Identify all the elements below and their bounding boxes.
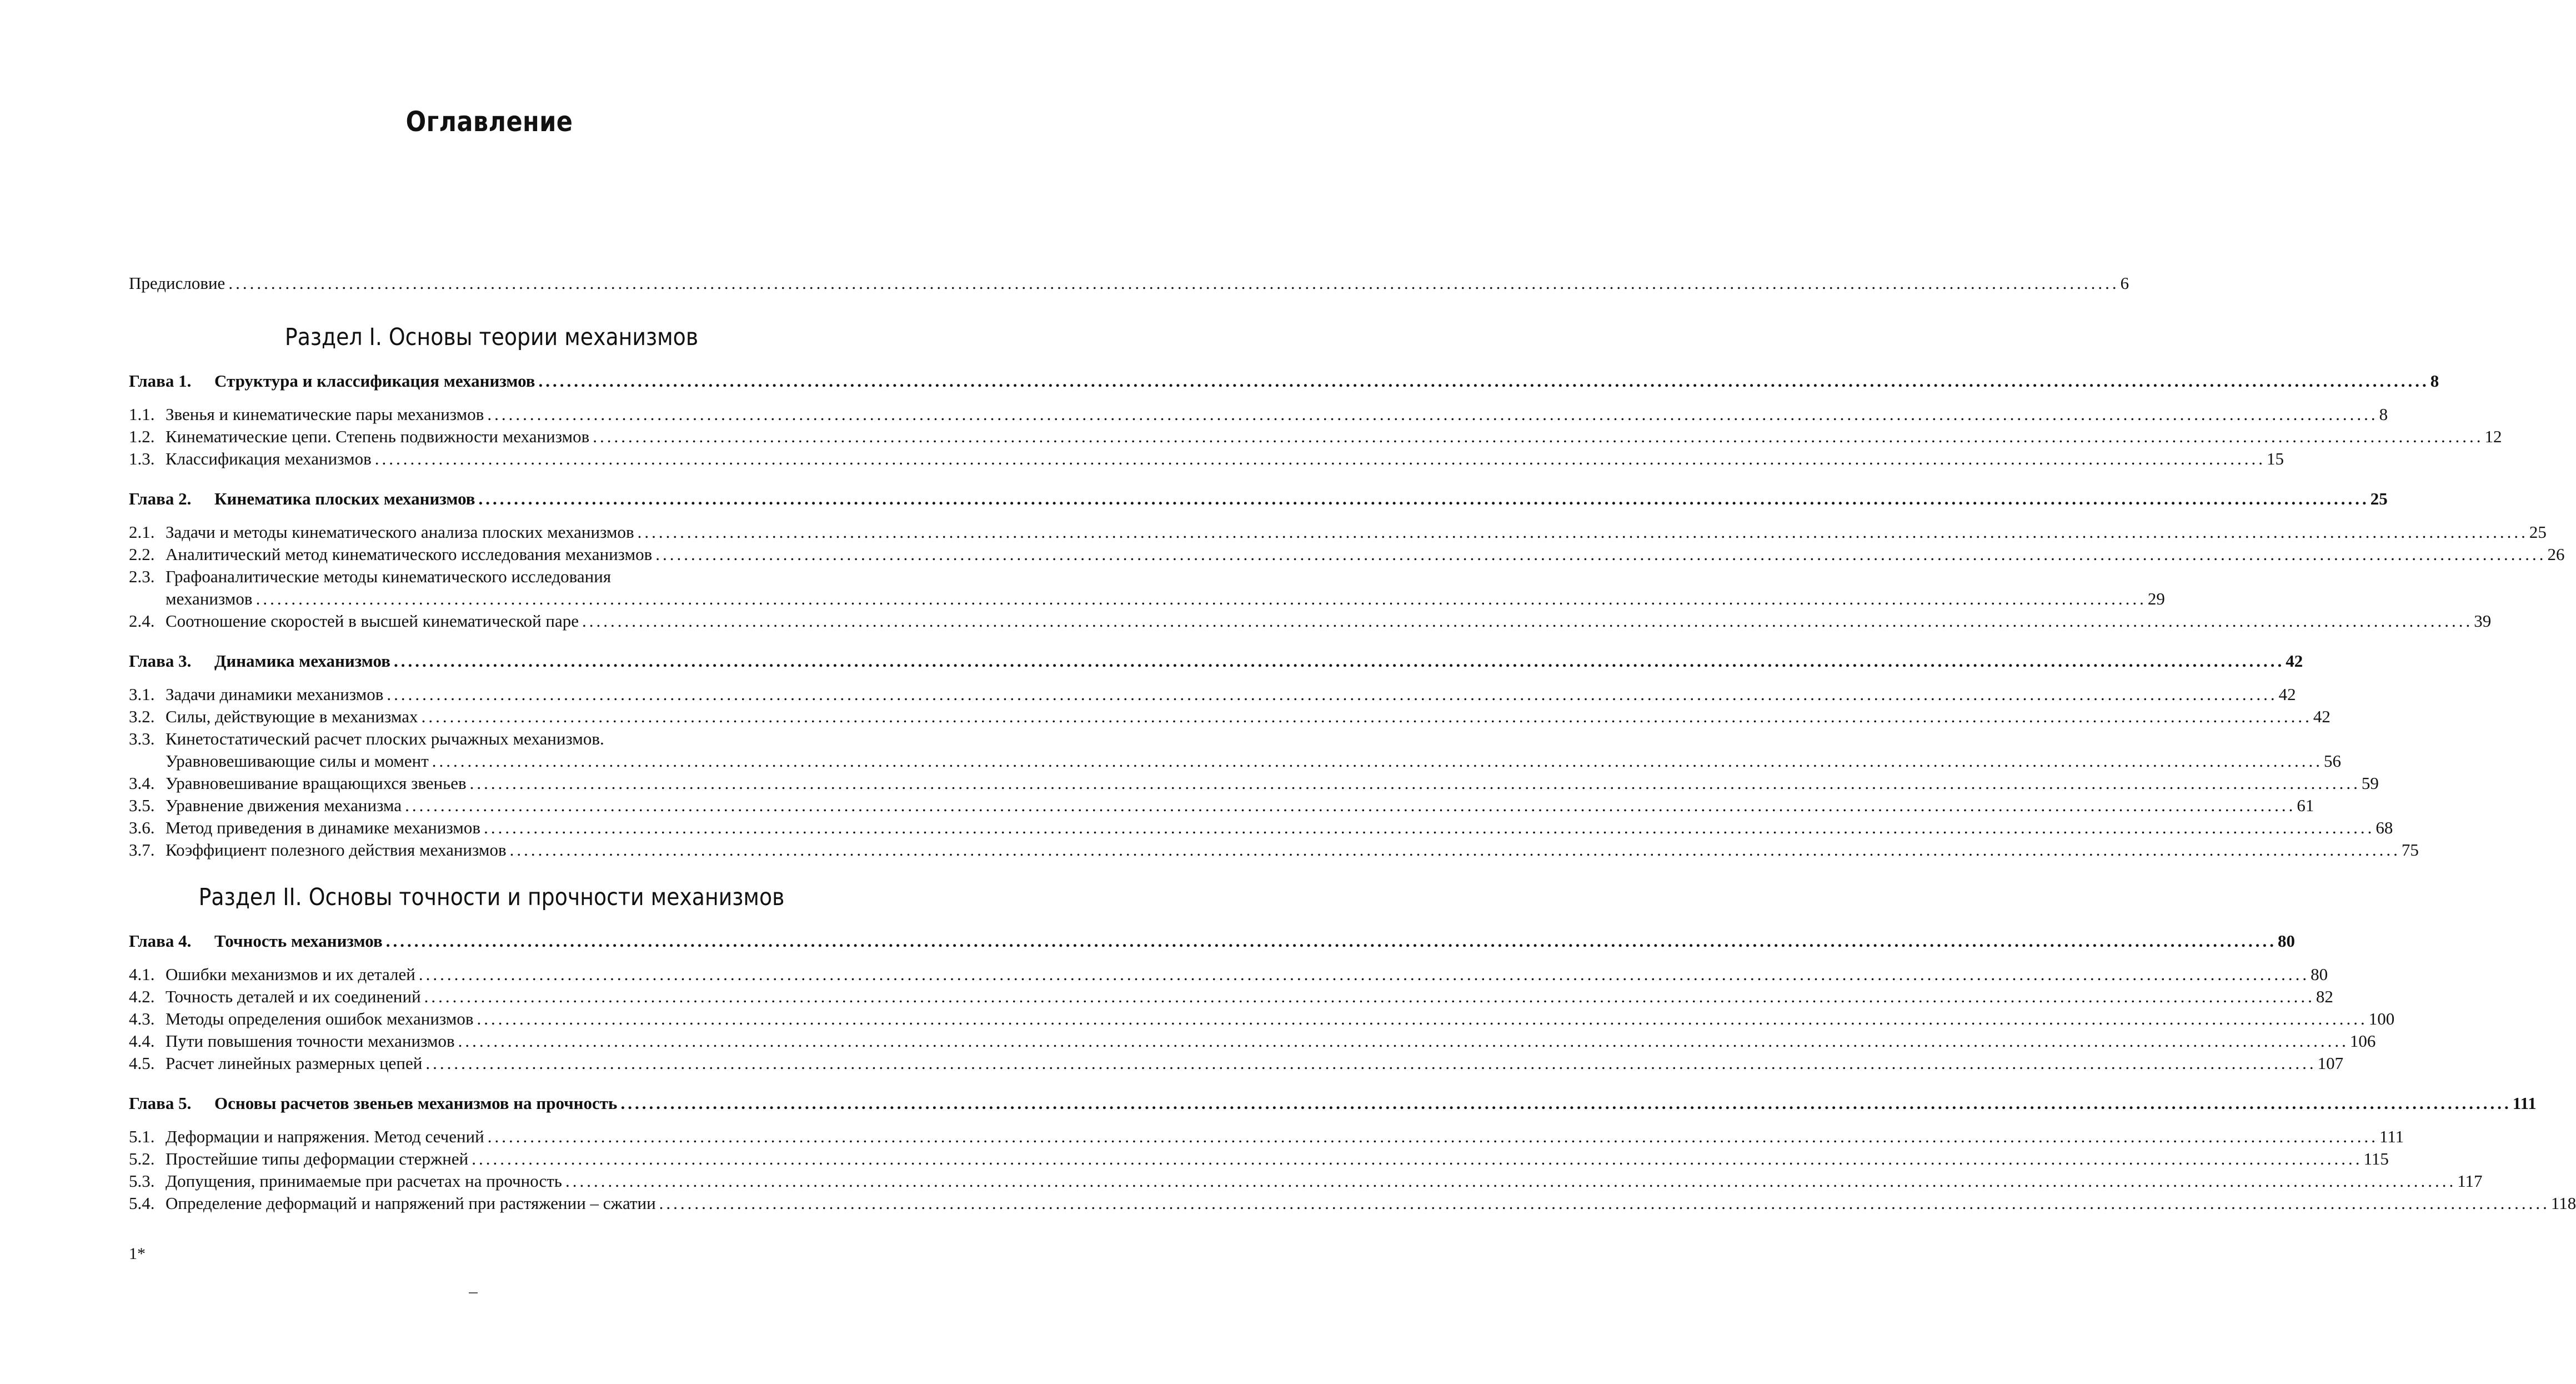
toc-section <box>129 986 2333 1008</box>
section-number: 3.3. <box>129 729 155 748</box>
dot-leader <box>659 1192 2550 1215</box>
toc-section <box>129 817 2393 839</box>
dot-leader <box>593 426 2483 448</box>
dot-leader <box>419 963 2309 986</box>
print-mark <box>469 1292 478 1293</box>
section-number: 4.3. <box>129 1009 155 1028</box>
chapter-number: Глава 2. <box>129 489 192 508</box>
dot-leader <box>477 1008 2368 1030</box>
page-number: 111 <box>2512 1093 2537 1113</box>
page-number: 42 <box>2278 684 2296 704</box>
section-title-continued: Уравновешивающие силы и момент <box>166 751 429 771</box>
section-title: Уравновешивание вращающихся звеньев <box>166 773 467 793</box>
toc-chapter <box>129 370 2439 392</box>
section-title: Кинетостатический расчет плоских рычажных механизмов. <box>166 729 604 748</box>
section-title: Простейшие типы деформации стержней <box>166 1149 469 1168</box>
toc-section <box>129 566 854 588</box>
toc-chapter <box>129 650 2303 672</box>
section-title: Силы, действующие в механизмах <box>166 707 418 726</box>
section-title: Методы определения ошибок механизмов <box>166 1009 474 1028</box>
section-title: Расчет линейных размерных цепей <box>166 1053 423 1073</box>
dot-leader <box>387 683 2277 706</box>
section-number: 5.3. <box>129 1171 155 1191</box>
page-number: 118 <box>2550 1193 2576 1213</box>
toc-section <box>129 963 2328 986</box>
section-number: 4.1. <box>129 965 155 984</box>
section-number: 2.4. <box>129 611 155 631</box>
toc-chapter <box>129 488 2388 510</box>
page-number: 15 <box>2267 449 2284 468</box>
table-of-contents <box>129 272 2576 1215</box>
page-number: 82 <box>2316 987 2333 1006</box>
page-number: 42 <box>2313 707 2331 726</box>
chapter-number: Глава 1. <box>129 371 192 391</box>
section-number: 3.4. <box>129 773 155 793</box>
section-title: Метод приведения в динамике механизмов <box>166 818 481 837</box>
dot-leader <box>458 1030 2349 1052</box>
page-number: 75 <box>2401 840 2419 860</box>
section-number: 3.2. <box>129 707 155 726</box>
page-title: Оглавление <box>405 106 573 138</box>
page-number: 56 <box>2324 751 2342 771</box>
section-title: Звенья и кинематические пары механизмов <box>166 404 484 424</box>
chapter-number: Глава 3. <box>129 651 192 671</box>
section-title: Задачи динамики механизмов <box>166 684 384 704</box>
toc-section <box>129 795 2314 817</box>
section-number: 2.3. <box>129 567 155 586</box>
page-number: 12 <box>2484 427 2502 446</box>
toc-chapter <box>129 1092 2537 1115</box>
section-title: Классификация механизмов <box>166 449 372 468</box>
dot-leader <box>470 772 2361 795</box>
toc-section <box>129 403 2388 426</box>
chapter-title: Динамика механизмов <box>214 651 390 671</box>
entry-title: Предисловие <box>129 273 225 293</box>
dot-leader <box>386 930 2277 952</box>
toc-section <box>129 1030 2376 1052</box>
section-title: Пути повышения точности механизмов <box>166 1031 455 1051</box>
section-number: 3.5. <box>129 796 155 815</box>
toc-section <box>129 543 2565 566</box>
section-title: Кинематические цепи. Степень подвижности механизмов <box>166 427 590 446</box>
toc-section <box>129 683 2296 706</box>
page-number: 29 <box>2147 589 2165 608</box>
dot-leader <box>424 986 2315 1008</box>
toc-section <box>129 1170 2483 1192</box>
dot-leader <box>432 750 2323 772</box>
dot-leader <box>472 1148 2362 1170</box>
dot-leader <box>565 1170 2456 1192</box>
page-number: 8 <box>2430 371 2439 391</box>
toc-section <box>129 1126 2404 1148</box>
dot-leader <box>422 706 2312 728</box>
toc-section-continuation <box>129 750 2342 772</box>
dot-leader <box>425 1052 2316 1075</box>
toc-section <box>129 521 2547 543</box>
section-number: 4.2. <box>129 987 155 1006</box>
section-title: Уравнение движения механизма <box>166 796 402 815</box>
toc-section <box>129 1148 2389 1170</box>
toc-section <box>129 706 2331 728</box>
page-number: 39 <box>2474 611 2492 631</box>
dot-leader <box>228 272 2119 294</box>
chapter-number: Глава 4. <box>129 931 192 951</box>
section-title: Ошибки механизмов и их деталей <box>166 965 415 984</box>
page-number: 59 <box>2361 773 2379 793</box>
section-title-continued: механизмов <box>166 589 253 608</box>
section-number: 2.1. <box>129 522 155 542</box>
section-number: 4.4. <box>129 1031 155 1051</box>
section-title: Графоаналитические методы кинематического исследования <box>166 567 612 586</box>
section-number: 5.2. <box>129 1149 155 1168</box>
section-number: 2.2. <box>129 544 155 564</box>
section-title: Аналитический метод кинематического исследования механизмов <box>166 544 653 564</box>
page-number: 117 <box>2457 1171 2483 1191</box>
toc-entry-preface <box>129 272 2129 294</box>
page-number: 100 <box>2368 1009 2395 1028</box>
section-title: Соотношение скоростей в высшей кинематической паре <box>166 611 579 631</box>
toc-section-continuation <box>129 588 2165 610</box>
section-number: 1.2. <box>129 427 155 446</box>
toc-section <box>129 1008 2395 1030</box>
toc-section <box>129 1052 2344 1075</box>
page-number: 68 <box>2375 818 2393 837</box>
dot-leader <box>655 543 2546 566</box>
dot-leader <box>488 1126 2378 1148</box>
section-title: Деформации и напряжения. Метод сечений <box>166 1127 484 1146</box>
section-number: 3.6. <box>129 818 155 837</box>
dot-leader <box>487 403 2378 426</box>
toc-section <box>129 839 2419 861</box>
dot-leader <box>256 588 2147 610</box>
toc-section <box>129 1192 2576 1215</box>
section-title: Допущения, принимаемые при расчетах на прочность <box>166 1171 562 1191</box>
toc-section <box>129 448 2284 470</box>
part-heading: Раздел I. Основы теории механизмов <box>284 323 699 351</box>
page-number: 25 <box>2529 522 2547 542</box>
section-number: 1.3. <box>129 449 155 468</box>
page-number: 106 <box>2349 1031 2376 1051</box>
page-number: 42 <box>2286 651 2303 671</box>
chapter-title: Структура и классификация механизмов <box>214 371 535 391</box>
section-number: 3.1. <box>129 684 155 704</box>
section-title: Задачи и методы кинематического анализа плоских механизмов <box>166 522 634 542</box>
section-number: 1.1. <box>129 404 155 424</box>
toc-chapter <box>129 930 2295 952</box>
chapter-title: Основы расчетов звеньев механизмов на прочность <box>214 1093 618 1113</box>
page-number: 107 <box>2317 1053 2344 1073</box>
chapter-title: Кинематика плоских механизмов <box>214 489 475 508</box>
toc-section <box>129 772 2379 795</box>
page-number: 80 <box>2311 965 2328 984</box>
section-title: Коэффициент полезного действия механизмов <box>166 840 507 860</box>
page-number: 115 <box>2363 1149 2389 1168</box>
dot-leader <box>484 817 2374 839</box>
toc-section <box>129 728 854 750</box>
page-number: 80 <box>2277 931 2295 951</box>
dot-leader <box>510 839 2400 861</box>
section-title: Определение деформаций и напряжений при растяжении – сжатии <box>166 1193 656 1213</box>
dot-leader <box>394 650 2284 672</box>
dot-leader <box>405 795 2296 817</box>
section-number: 4.5. <box>129 1053 155 1073</box>
page-number: 6 <box>2120 273 2129 293</box>
dot-leader <box>620 1092 2511 1115</box>
toc-section <box>129 426 2502 448</box>
page-number: 8 <box>2379 404 2388 424</box>
dot-leader <box>582 610 2473 632</box>
section-number: 3.7. <box>129 840 155 860</box>
chapter-number: Глава 5. <box>129 1093 192 1113</box>
page-number: 111 <box>2379 1127 2404 1146</box>
part-heading: Раздел II. Основы точности и прочности механизмов <box>198 883 785 911</box>
dot-leader <box>375 448 2266 470</box>
section-number: 5.1. <box>129 1127 155 1146</box>
section-number: 5.4. <box>129 1193 155 1213</box>
section-title: Точность деталей и их соединений <box>166 987 421 1006</box>
dot-leader <box>479 488 2369 510</box>
page-number: 25 <box>2370 489 2388 508</box>
chapter-title: Точность механизмов <box>214 931 383 951</box>
page-number: 26 <box>2547 544 2565 564</box>
toc-section <box>129 610 2492 632</box>
page-number: 61 <box>2297 796 2314 815</box>
dot-leader <box>638 521 2528 543</box>
signature-mark: 1* <box>129 1245 146 1263</box>
dot-leader <box>539 370 2429 392</box>
